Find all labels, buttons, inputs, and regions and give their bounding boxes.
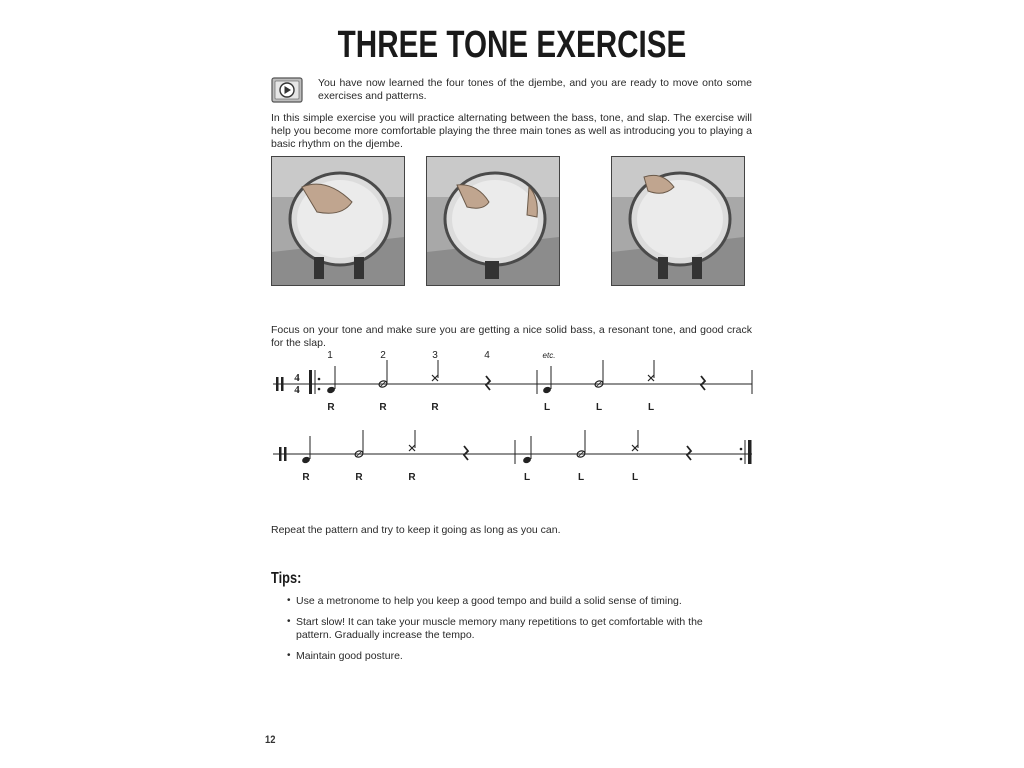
etc-label: etc.: [542, 351, 556, 360]
count-3: 3: [432, 350, 438, 361]
tips-title: Tips:: [271, 570, 302, 587]
hand-label: L: [543, 402, 551, 413]
hand-label: L: [577, 472, 585, 483]
tip-item: Use a metronome to help you keep a good tempo and build a solid sense of timing.: [296, 595, 682, 607]
hand-label: R: [327, 402, 335, 413]
count-4: 4: [484, 350, 490, 361]
hand-label: R: [379, 402, 387, 413]
hand-label: L: [595, 402, 603, 413]
hand-label: R: [355, 472, 363, 483]
tip-item: Start slow! It can take your muscle memory many repetitions to get comfortable with the pattern. Gradually increase the tempo.: [296, 616, 703, 641]
repeat-paragraph: Repeat the pattern and try to keep it going as long as you can.: [271, 524, 561, 536]
tip-item: Maintain good posture.: [296, 650, 403, 662]
count-1: 1: [327, 350, 333, 361]
hand-label: L: [647, 402, 655, 413]
exercise-paragraph: In this simple exercise you will practice alternating between the bass, tone, and slap. The exercise will help you become more comfortable playing the three main tones as well as introducing you to playing a basic rhythm on the djembe.: [271, 112, 752, 150]
hand-label: L: [631, 472, 639, 483]
bullet-icon: •: [287, 616, 291, 627]
hand-label: R: [431, 402, 439, 413]
hand-label: L: [523, 472, 531, 483]
hand-label: R: [408, 472, 416, 483]
focus-paragraph: Focus on your tone and make sure you are getting a nice solid bass, a resonant tone, and good crack for the slap.: [271, 324, 752, 349]
time-sig-bottom: 4: [294, 384, 300, 396]
bullet-icon: •: [287, 595, 291, 606]
bullet-icon: •: [287, 650, 291, 661]
page-number: 12: [265, 734, 276, 746]
intro-paragraph: You have now learned the four tones of the djembe, and you are ready to move onto some exercises and patterns.: [318, 77, 752, 102]
hand-label: R: [302, 472, 310, 483]
count-2: 2: [380, 350, 386, 361]
page-title: THREE TONE EXERCISE: [337, 24, 687, 66]
time-sig-top: 4: [294, 372, 300, 384]
